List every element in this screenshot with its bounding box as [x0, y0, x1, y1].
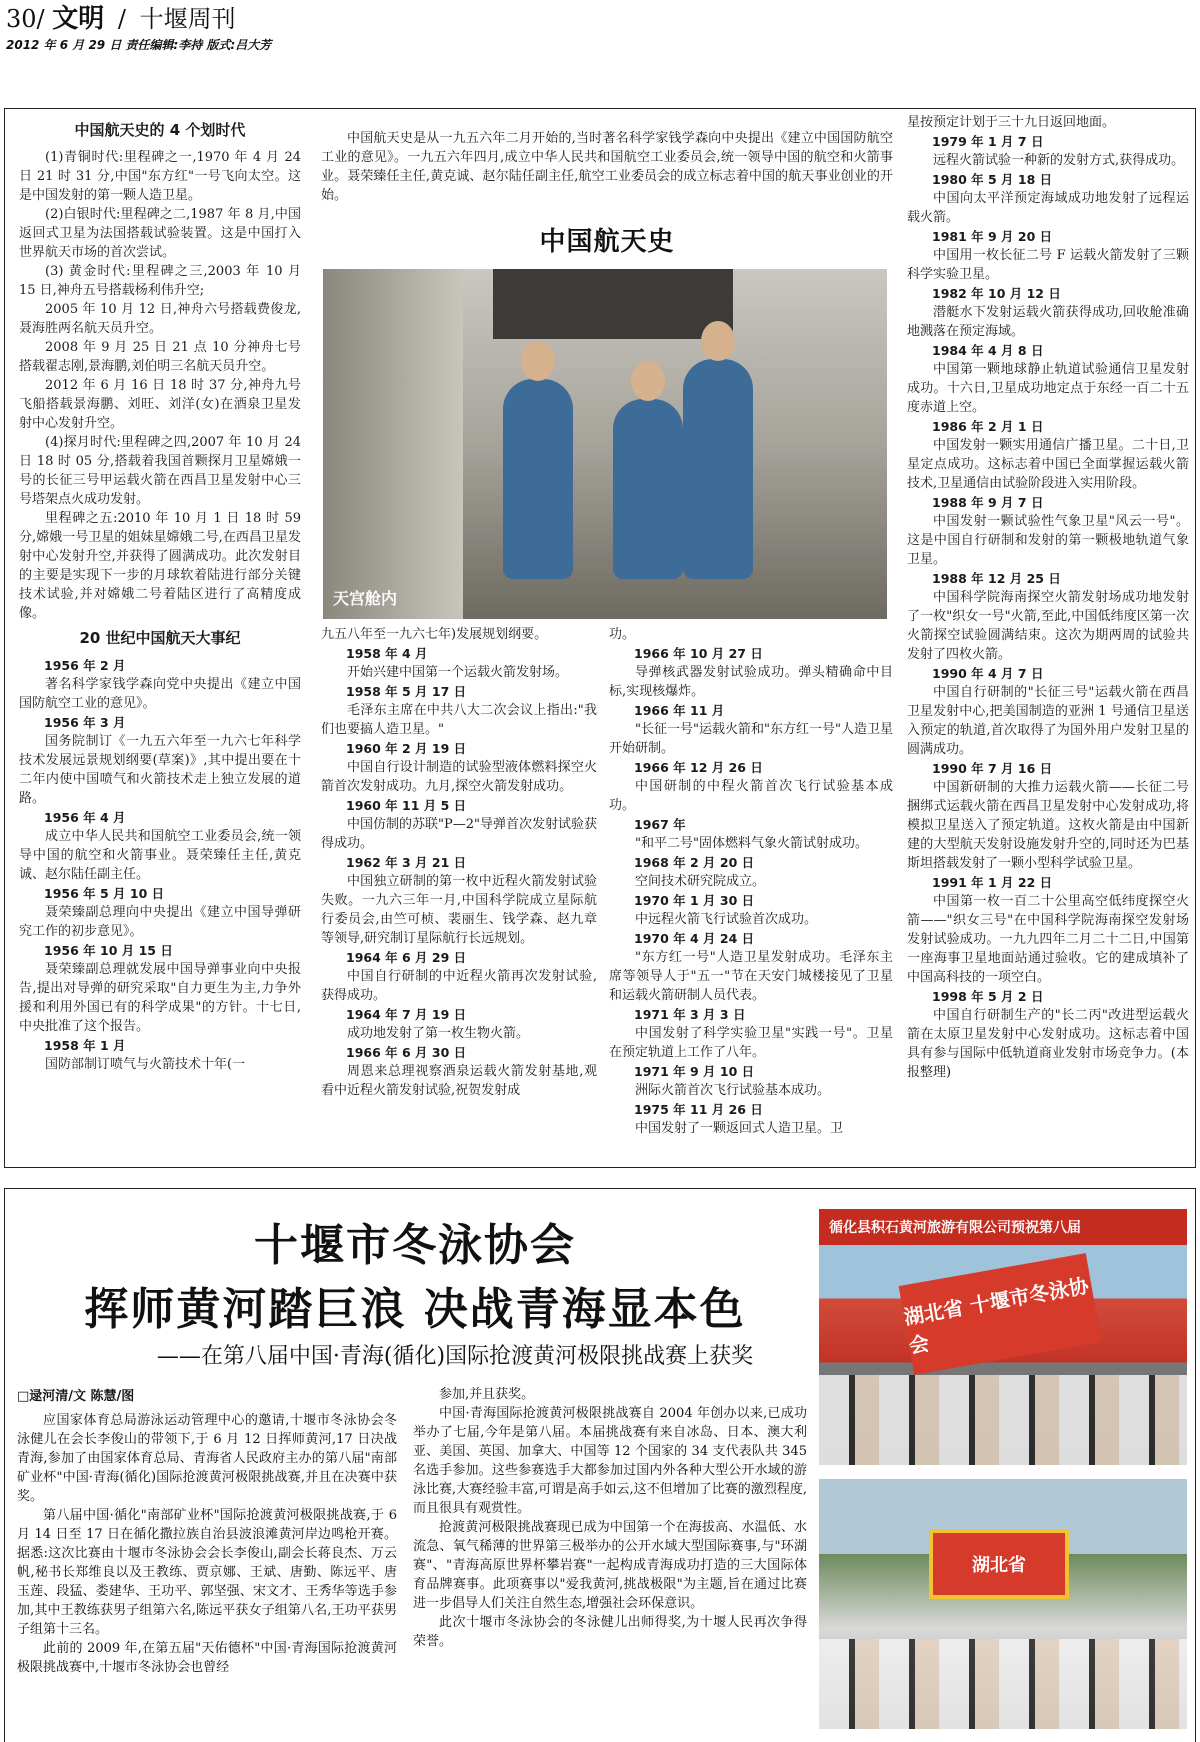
body-column-2	[413, 1385, 807, 1731]
event-text: 周恩来总理视察酒泉运载火箭发射基地,观看中近程火箭发射试验,祝贺发射成	[321, 1064, 597, 1098]
winter-swim-article	[4, 1188, 1196, 1742]
event-text: 中国新研制的大推力运载火箭——长征二号捆绑式运载火箭在西昌卫星发射中心发射成功,将模拟卫星送入了预定轨道。这枚火箭是由中国新建的大型航天发射设施发射升空的,同时还为巴基斯坦搭载发射了一颗小型科学试验卫星。	[907, 780, 1189, 871]
event-text: 中国发射了科学实验卫星"实践一号"。卫星在预定轨道上工作了八年。	[609, 1026, 893, 1060]
event-date: 1988 年 9 月 7 日	[932, 495, 1044, 510]
masthead-title	[6, 4, 1194, 34]
byline: □逯河清/文 陈慧/图	[17, 1389, 135, 1404]
event-date: 1979 年 1 月 7 日	[932, 134, 1044, 149]
event-text: 中国自行研制生产的"长二丙"改进型运载火箭在太原卫星发射中心发射成功。这标志着中国具有参与国际中低轨道商业发射市场竞争力。(本报整理)	[907, 1008, 1189, 1080]
event-date: 1970 年 4 月 24 日	[634, 931, 755, 946]
event-text: 著名科学家钱学森向党中央提出《建立中国国防航空工业的意见》。	[19, 677, 301, 711]
event-date: 1962 年 3 月 21 日	[346, 855, 467, 870]
event-column-4	[907, 113, 1189, 1165]
event-date: 1984 年 4 月 8 日	[932, 343, 1044, 358]
event-date: 1980 年 5 月 18 日	[932, 172, 1053, 187]
team-members	[819, 1375, 1187, 1465]
event-date: 1966 年 11 月	[634, 703, 725, 718]
event-text: "和平二号"固体燃料气象火箭试射成功。	[635, 836, 868, 851]
event-date: 1964 年 7 月 19 日	[346, 1007, 467, 1022]
event-text: 中国向太平洋预定海域成功地发射了远程运载火箭。	[907, 191, 1189, 225]
event-text: 中远程火箭飞行试验首次成功。	[635, 912, 818, 927]
paragraph: 第八届中国·循化"南部矿业杯"国际抢渡黄河极限挑战赛,于 6 月 14 日至 17 日在循化撒拉族自治县波浪滩黄河岸边鸣枪开赛。据悉:这次比赛由十堰市冬泳协会会长李俊山,副会长蒋良杰、万云帆,秘书长郑维良以及王教练、贾京娜、王斌、唐勤、陈远平、唐玉莲、段猛、娄建华、王功平、郭坚强、宋文才、王秀华等选手参加,其中王教练获男子组第六名,陈远平获女子组第八名,王功平获男子组第十三名。	[17, 1508, 397, 1637]
body-column-1	[17, 1411, 397, 1731]
team-banner-photo	[819, 1209, 1187, 1465]
headline-2: 挥师黄河踏巨浪 决战青海显本色	[84, 1284, 746, 1335]
event-text: 中国仿制的苏联"P—2"导弹首次发射试验获得成功。	[321, 817, 597, 851]
events-heading: 20 世纪中国航天大事纪	[79, 629, 241, 647]
astronaut-head	[701, 321, 735, 361]
paragraph: 2008 年 9 月 25 日 21 点 10 分神舟七号搭载翟志刚,景海鹏,刘伯明三名航天员升空。	[19, 340, 301, 374]
event-text: 中国发射一颗试验性气象卫星"风云一号"。这是中国自行研制和发射的第一颗极地轨道气象卫星。	[907, 514, 1189, 567]
event-text: 国务院制订《一九五六年至一九六七年科学技术发展远景规划纲要(草案)》,其中提出要在十二年内使中国喷气和火箭技术走上独立发展的道路。	[19, 734, 301, 806]
event-text: 国防部制订喷气与火箭技术十年(一	[45, 1057, 246, 1072]
intro-column	[321, 129, 893, 221]
photo-banner: 循化县积石黄河旅游有限公司预祝第八届	[819, 1209, 1187, 1245]
event-list-1	[19, 656, 301, 1074]
event-text: 空间技术研究院成立。	[635, 874, 766, 889]
headline-1: 十堰市冬泳协会	[254, 1220, 576, 1271]
event-text: 潜艇水下发射运载火箭获得成功,回收舱准确地溅落在预定海域。	[907, 305, 1189, 339]
paragraph: 此次十堰市冬泳协会的冬泳健儿出师得奖,为十堰人民再次争得荣誉。	[413, 1615, 807, 1649]
paragraph: (4)探月时代:里程碑之四,2007 年 10 月 24 日 18 时 05 分,搭载着我国首颗探月卫星嫦娥一号的长征三号甲运载火箭在西昌卫星发射中心三号塔架点火成功发射。	[19, 435, 301, 507]
photo-equipment	[493, 269, 733, 339]
event-text: 中国自行设计制造的试验型液体燃料探空火箭首次发射成功。九月,探空火箭发射成功。	[321, 760, 597, 794]
team-flag: 湖北省	[929, 1529, 1069, 1599]
event-date: 1991 年 1 月 22 日	[932, 875, 1053, 890]
event-date: 1968 年 2 月 20 日	[634, 855, 755, 870]
event-date: 1958 年 5 月 17 日	[346, 684, 467, 699]
paragraph: 此前的 2009 年,在第五届"天佑德杯"中国·青海国际抢渡黄河极限挑战赛中,十堰市冬泳协会也曾经	[17, 1641, 397, 1675]
event-date: 1988 年 12 月 25 日	[932, 571, 1061, 586]
event-text: 中国第一颗地球静止轨道试验通信卫星发射成功。十六日,卫星成功地定点于东经一百二十五度赤道上空。	[907, 362, 1189, 415]
photo-hatch	[323, 269, 463, 619]
astronaut-figure	[683, 359, 753, 579]
event-date: 1971 年 9 月 10 日	[634, 1064, 755, 1079]
era-heading: 中国航天史的 4 个划时代	[74, 121, 246, 139]
event-text: 中国第一枚一百二十公里高空低纬度探空火箭——"织女三号"在中国科学院海南探空发射场发射试验成功。一九九四年二月二十二日,中国第一座海事卫星地面站通过验收。它的建成填补了中国高科技的一项空白。	[907, 894, 1189, 985]
paragraph: 抢渡黄河极限挑战赛现已成为中国第一个在海拔高、水温低、水流急、氧气稀薄的世界第三极举办的公开水域大型国际赛事,与"环湖赛"、"青海高原世界杯攀岩赛"一起构成青海成功打造的三大国际体育品牌赛事。此项赛事以"爱我黄河,挑战极限"为主题,旨在通过比赛进一步倡导人们关注自然生态,增强社会环保意识。	[413, 1520, 807, 1611]
group-photo	[819, 1479, 1187, 1729]
event-text: 中国独立研制的第一枚中近程火箭发射试验失败。一九六三年一月,中国科学院成立星际航行委员会,由竺可桢、裴丽生、钱学森、赵九章等领导,研究制订星际航行长远规划。	[321, 874, 597, 946]
team-members	[819, 1639, 1187, 1729]
event-text: 中国自行研制的"长征三号"运载火箭在西昌卫星发射中心,把美国制造的亚洲 1 号通信卫星送入预定的轨道,首次取得了为国外用户发射卫星的圆满成功。	[907, 685, 1189, 757]
event-date: 1982 年 10 月 12 日	[932, 286, 1061, 301]
paragraph: 里程碑之五:2010 年 10 月 1 日 18 时 59 分,嫦娥一号卫星的姐妹星嫦娥二号,在西昌卫星发射中心发射升空,并获得了圆满成功。此次发射目的主要是实现下一步的月球软着陆进行部分关键技术试验,并对嫦娥二号着陆区进行了高精度成像。	[19, 511, 301, 621]
separator: /	[117, 5, 127, 33]
event-date: 1960 年 11 月 5 日	[346, 798, 467, 813]
event-text: 成功地发射了第一枚生物火箭。	[347, 1026, 530, 1041]
event-text: 聂荣臻副总理就发展中国导弹事业向中央报告,提出对导弹的研究采取"自力更生为主,力争外援和利用外国已有的科学成果"的方针。十七日,中央批准了这个报告。	[19, 962, 301, 1034]
event-date: 1986 年 2 月 1 日	[932, 419, 1044, 434]
paragraph: 2012 年 6 月 16 日 18 时 37 分,神舟九号飞船搭载景海鹏、刘旺、刘洋(女)在酒泉卫星发射中心发射升空。	[19, 378, 301, 431]
paragraph: 参加,并且获奖。	[439, 1387, 535, 1402]
event-date: 1966 年 10 月 27 日	[634, 646, 763, 661]
event-text: 中国研制的中程火箭首次飞行试验基本成功。	[609, 779, 893, 813]
event-date: 1960 年 2 月 19 日	[346, 741, 467, 756]
event-text: 中国科学院海南探空火箭发射场成功地发射了一枚"织女一号"火箭,至此,中国低纬度区第一次火箭探空试验圆满结束。这次为期两周的试验共发射了四枚火箭。	[907, 590, 1189, 662]
event-text: 星按预定计划于三十九日返回地面。	[907, 115, 1116, 130]
event-text: 毛泽东主席在中共八大二次会议上指出:"我们也要搞人造卫星。"	[321, 703, 597, 737]
paragraph: 2005 年 10 月 12 日,神舟六号搭载费俊龙,聂海胜两名航天员升空。	[19, 302, 301, 336]
event-text: "长征一号"运载火箭和"东方红一号"人造卫星开始研制。	[609, 722, 893, 756]
event-date: 1970 年 1 月 30 日	[634, 893, 755, 908]
event-text: 聂荣臻副总理向中央提出《建立中国导弹研究工作的初步意见》。	[19, 905, 301, 939]
event-date: 1958 年 4 月	[346, 646, 428, 661]
astronaut-figure	[503, 379, 573, 579]
space-station-photo	[323, 269, 887, 619]
event-date: 1998 年 5 月 2 日	[932, 989, 1044, 1004]
event-date: 1966 年 6 月 30 日	[346, 1045, 467, 1060]
event-date: 1981 年 9 月 20 日	[932, 229, 1053, 244]
event-date: 1956 年 3 月	[44, 715, 126, 730]
event-text: 远程火箭试验一种新的发射方式,获得成功。	[933, 153, 1185, 168]
event-date: 1990 年 7 月 16 日	[932, 761, 1053, 776]
paragraph: (3) 黄金时代:里程碑之三,2003 年 10 月 15 日,神舟五号搭载杨利伟升空;	[19, 264, 301, 298]
event-text: 导弹核武器发射试验成功。弹头精确命中目标,实现核爆炸。	[609, 665, 893, 699]
page-number: 30/	[6, 5, 45, 33]
intro-paragraph: 中国航天史是从一九五六年二月开始的,当时著名科学家钱学森向中央提出《建立中国国防航空工业的意见》。一九五六年四月,成立中华人民共和国航空工业委员会,统一领导中国的航空和火箭事业。聂荣臻任主任,黄克诚、赵尔陆任副主任,航空工业委员会的成立标志着中国的航天事业创业的开始。	[321, 131, 893, 203]
event-date: 1975 年 11 月 26 日	[634, 1102, 763, 1117]
era-paragraphs	[19, 148, 301, 623]
event-text: 功。	[609, 627, 636, 642]
photo-caption: 天宫舱内	[333, 589, 398, 608]
astronaut-head	[521, 341, 555, 381]
masthead	[6, 4, 1194, 56]
event-text: 九五八年至一九六七年)发展规划纲要。	[321, 627, 548, 642]
event-text: 中国用一枚长征二号 F 运载火箭发射了三颗科学实验卫星。	[907, 248, 1189, 282]
event-text: 开始兴建中国第一个运载火箭发射场。	[347, 665, 569, 680]
event-text: 成立中华人民共和国航空工业委员会,统一领导中国的航空和火箭事业。聂荣臻任主任,黄克诚、赵尔陆任副主任。	[19, 829, 301, 882]
event-date: 1971 年 3 月 3 日	[634, 1007, 746, 1022]
event-column-2	[321, 625, 597, 1165]
event-date: 1956 年 4 月	[44, 810, 126, 825]
paragraph: 中国·青海国际抢渡黄河极限挑战赛自 2004 年创办以来,已成功举办了七届,今年是第八届。本届挑战赛有来自冰岛、日本、澳大利亚、美国、英国、加拿大、中国等 12 个国家的 34 支代表队共 345 名选手参加。这些参赛选手大都参加过国内外各种大型公开水域的游泳比赛,大赛经验丰富,可谓是高手如云,这不但增加了比赛的激烈程度,而且很具有观赏性。	[413, 1406, 807, 1516]
date-editor-line: 2012 年 6 月 29 日 责任编辑:李持 版式:吕大芳	[6, 38, 272, 52]
event-date: 1956 年 2 月	[44, 658, 126, 673]
paragraph: (2)白银时代:里程碑之二,1987 年 8 月,中国返回式卫星为法国搭载试验装置。这是中国打入世界航天市场的首次尝试。	[19, 207, 301, 260]
event-date: 1956 年 5 月 10 日	[44, 886, 165, 901]
space-history-article	[4, 108, 1196, 1168]
event-text: 洲际火箭首次飞行试验基本成功。	[635, 1083, 831, 1098]
event-column-3	[609, 625, 893, 1165]
subheadline: ——在第八届中国·青海(循化)国际抢渡黄河极限挑战赛上获奖	[156, 1344, 754, 1369]
event-date: 1967 年	[634, 817, 686, 832]
event-text: 中国自行研制的中近程火箭再次发射试验,获得成功。	[321, 969, 597, 1003]
section-name: 文明	[52, 4, 105, 34]
event-date: 1990 年 4 月 7 日	[932, 666, 1044, 681]
paragraph: (1)青铜时代:里程碑之一,1970 年 4 月 24 日 21 时 31 分,中国"东方红"一号飞向太空。这是中国发射的第一颗人造卫星。	[19, 150, 301, 203]
supplement-name: 十堰周刊	[139, 5, 236, 33]
event-text: 中国发射了一颗返回式人造卫星。卫	[635, 1121, 844, 1136]
astronaut-head	[631, 361, 665, 401]
event-text: "东方红一号"人造卫星发射成功。毛泽东主席等领导人于"五一"节在天安门城楼接见了卫星和运载火箭研制人员代表。	[609, 950, 893, 1003]
event-text: 中国发射一颗实用通信广播卫星。二十日,卫星定点成功。这标志着中国已全面掌握运载火箭技术,卫星通信由试验阶段进入实用阶段。	[907, 438, 1189, 491]
astronaut-figure	[613, 399, 683, 579]
team-flag: 湖北省 十堰市冬泳协会	[899, 1253, 1102, 1375]
paragraph: 应国家体育总局游泳运动管理中心的邀请,十堰市冬泳协会冬泳健儿在会长李俊山的带领下,于 6 月 12 日挥师黄河,17 日决战青海,参加了由国家体育总局、青海省人民政府主办的第八届"南部矿业杯"中国·青海(循化)国际抢渡黄河极限挑战赛,并且在决赛中获奖。	[17, 1413, 397, 1504]
event-date: 1964 年 6 月 29 日	[346, 950, 467, 965]
event-date: 1958 年 1 月	[44, 1038, 126, 1053]
column-eras	[19, 115, 301, 1161]
event-date: 1966 年 12 月 26 日	[634, 760, 763, 775]
article-title: 中国航天史	[539, 227, 675, 257]
event-date: 1956 年 10 月 15 日	[44, 943, 173, 958]
